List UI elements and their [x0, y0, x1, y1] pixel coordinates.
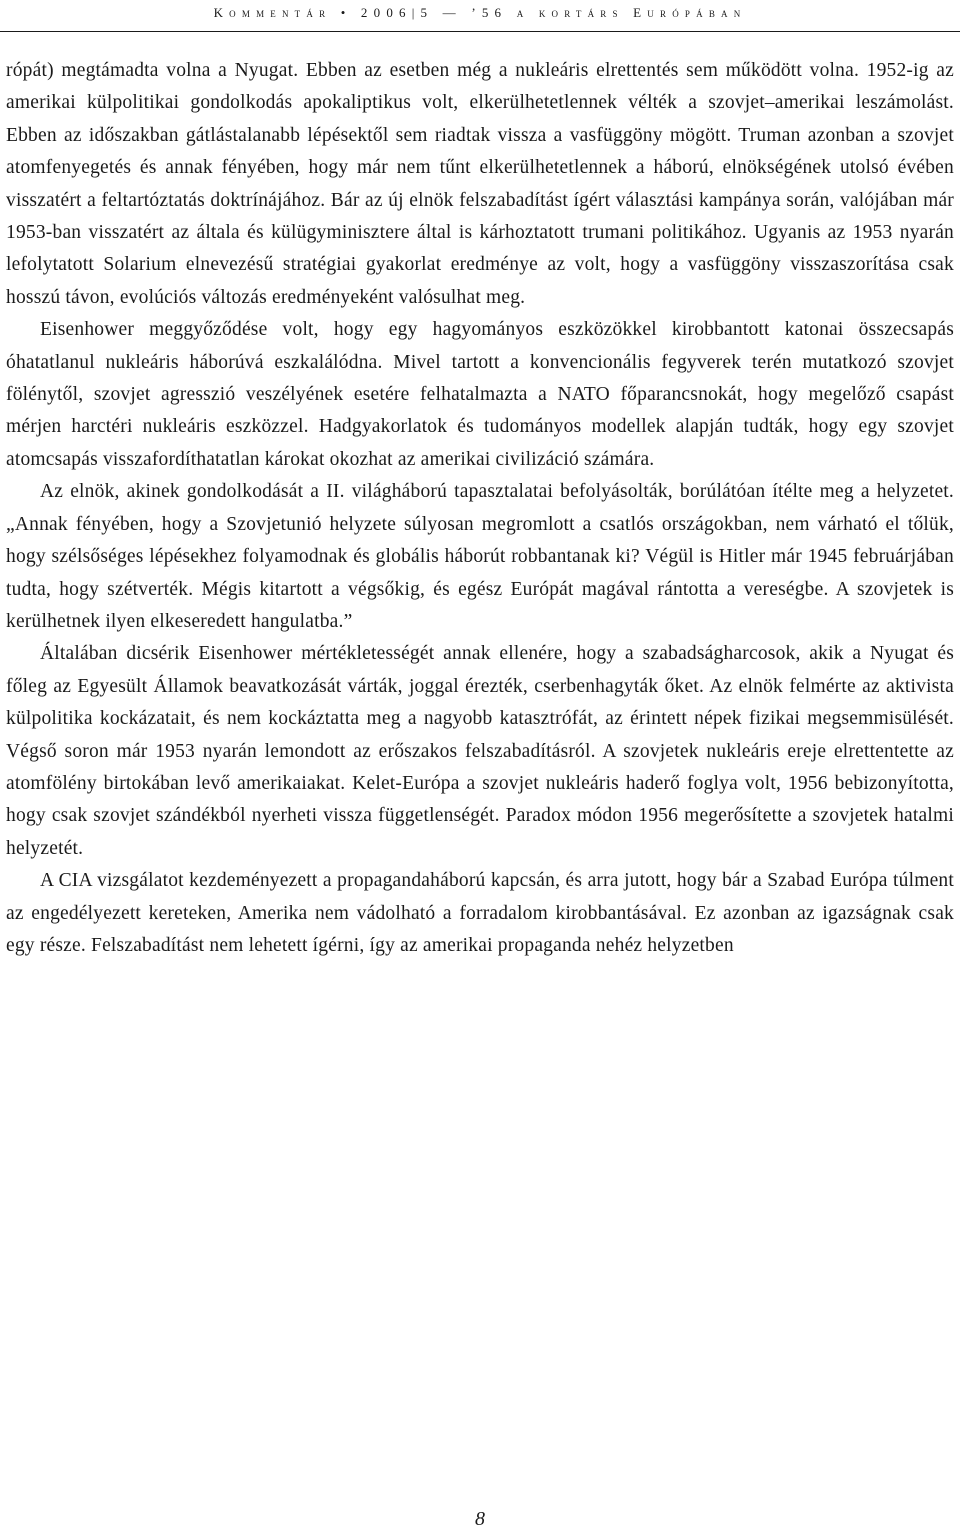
paragraph: Az elnök, akinek gondolkodását a II. világháború tapasztalatai befolyásolták, borúlátóan ítélte meg a helyzetet. „Annak fényében, hogy a Szovjetunió helyzete súlyosan megromlott a csatlós országokban, nem várható el tőlük, hogy szélsőséges lépésekhez folyamodnak és globális háborút robbantanak ki? Végül is Hitler már 1945 februárjában tudta, hogy szétverték. Mégis kitartott a végsőkig, és egész Európát magával rántotta a vereségbe. A szovjetek is kerülhetnek ilyen elkeseredett hangulatba.”: [6, 481, 954, 632]
page-number: 8: [475, 1508, 485, 1530]
paragraph: Eisenhower meggyőződése volt, hogy egy hagyományos eszközökkel kirobbantott katonai összecsapás óhatatlanul nukleáris háborúvá eszkalálódna. Mivel tartott a konvencionális fegyverek terén mutatkozó szovjet fölénytől, szovjet agresszió veszélyének esetére felhatalmazta a NATO főparancsnokát, hogy megelőző csapást mérjen harctéri nukleáris eszközzel. Hadgyakorlatok és tudományos modellek alapján tudták, hogy egy szovjet atomcsapás visszafordíthatatlan károkat okozhat az amerikai civilizáció számára.: [6, 319, 954, 470]
paragraph: Általában dicsérik Eisenhower mértékletességét annak ellenére, hogy a szabadságharcosok, akik a Nyugat és főleg az Egyesült Államok beavatkozását várták, joggal érezték, cserbenhagyták őket. Az elnök felmérte az aktivista külpolitika kockázatait, és nem kockáztatta meg a nagyobb katasztrófát, az érintett népek fizikai megsemmisülését. Végső soron már 1953 nyarán lemondott az erőszakos felszabadításról. A szovjetek nukleáris ereje elrettentette az atomfölény birtokában levő amerikaiakat. Kelet-Európa a szovjet nukleáris haderő foglya volt, 1956 bebizonyította, hogy csak szovjet szándékból nyerheti vissza függetlenségét. Paradox módon 1956 megerősítette a szovjetek hatalmi helyzetét.: [6, 643, 954, 859]
running-header: Kommentár • 2006|5 — ’56 a kortárs Európában: [213, 5, 747, 20]
header-rule: [0, 31, 960, 32]
article-body: [6, 55, 954, 962]
paragraph: A CIA vizsgálatot kezdeményezett a propagandaháború kapcsán, és arra jutott, hogy bár a Szabad Európa túlment az engedélyezett kereteken, Amerika nem vádolható a forradalom kirobbantásával. Ez azonban az igazságnak csak egy része. Felszabadítást nem lehetett ígérni, így az amerikai propaganda nehéz helyzetben: [6, 870, 954, 956]
paragraph-continued: rópát) megtámadta volna a Nyugat. Ebben az esetben még a nukleáris elrettentés sem működött volna. 1952-ig az amerikai külpolitikai gondolkodás apokaliptikus volt, elkerülhetetlennek vélték a szovjet–amerikai leszámolást. Ebben az időszakban gátlástalanabb lépésektől sem riadtak vissza a vasfüggöny mögött. Truman azonban a szovjet atomfenyegetés és annak fényében, hogy már nem tűnt elkerülhetetlennek a háború, elnökségének utolsó évében visszatért a feltartóztatás doktrínájához. Bár az új elnök felszabadítást ígért választási kampánya során, valójában már 1953-ban visszatért az általa és külügyminisztere által is kárhoztatott trumani politikához. Ugyanis az 1953 nyarán lefolytatott Solarium elnevezésű stratégiai gyakorlat eredménye az volt, hogy a vasfüggöny visszaszorítása csak hosszú távon, evolúciós változás eredményeként valósulhat meg.: [6, 60, 954, 308]
